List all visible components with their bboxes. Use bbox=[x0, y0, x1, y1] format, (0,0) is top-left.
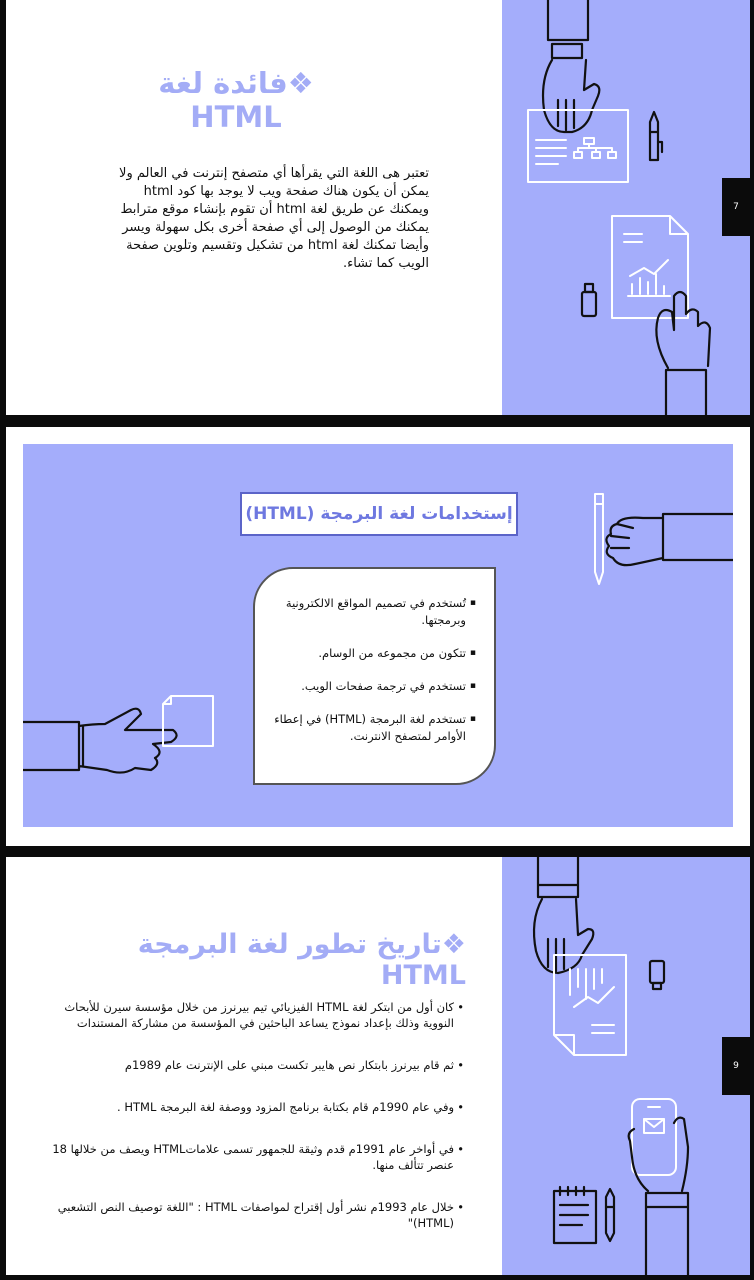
illustration-panel bbox=[502, 857, 750, 1275]
hands-phone-illustration bbox=[502, 857, 750, 1275]
list-item: ▪ تُستخدم في تصميم المواقع الالكترونية وبرمجتها. bbox=[269, 595, 476, 629]
list-item: ▪ تستخدم في ترجمة صفحات الويب. bbox=[269, 678, 476, 695]
slide-title: ❖تاريخ تطور لغة البرمجة HTML bbox=[137, 929, 466, 991]
list-item: • وفي عام 1990م قام بكتابة برنامج المزود ووصفة لغة البرمجة HTML . bbox=[44, 1099, 464, 1115]
history-list bbox=[44, 999, 464, 1257]
page-number: 7 bbox=[722, 178, 750, 236]
page-number: 9 bbox=[722, 1037, 750, 1095]
list-item: ▪ تستخدم لغة البرمجة (HTML) في إعطاء الأوامر لمتصفح الانترنت. bbox=[269, 711, 476, 745]
slide-7[interactable] bbox=[6, 0, 750, 415]
list-item: • كان أول من ابتكر لغة HTML الفيزيائي تيم بيرنرز من خلال مؤسسة سيرن للأبحاث النووية وذلك بإعداد نموذج يساعد الباحثين في المؤسسة من مشاركة المستندات bbox=[44, 999, 464, 1031]
list-item: ▪ تتكون من مجموعه من الوسام. bbox=[269, 645, 476, 662]
illustration-panel bbox=[502, 0, 750, 415]
slide-9[interactable] bbox=[6, 857, 750, 1275]
slide-8[interactable] bbox=[6, 427, 750, 846]
list-item: • ثم قام بيرنرز بابتكار نص هايبر تكست مبني على الإنترنت عام 1989م bbox=[44, 1057, 464, 1073]
slide-background bbox=[23, 444, 733, 827]
slide-title-box: إستخدامات لغة البرمجة (HTML) bbox=[240, 492, 518, 536]
list-item: • خلال عام 1993م نشر أول إقتراح لمواصفات HTML : "اللغة توصيف النص التشعبي (HTML)" bbox=[44, 1199, 464, 1231]
slide-title: ❖فائدة لغة HTML bbox=[158, 66, 314, 134]
slide-body-text: تعتبر هى اللغة التي يقرأها أي متصفح إنترنت في العالم ولا يمكن أن يكون هناك صفحة ويب لا يوجد بها كود html ويمكنك عن طريق لغة html أن تقوم بإنشاء موقع مترابط يمكنك من الوصول إلى أي صفحة أخرى بكل سهولة ويسر وأيضا تمكنك لغة html من تشكيل وتقسيم وتلوين صفحة الويب كما تشاء. bbox=[119, 166, 429, 271]
hand-document-illustration bbox=[502, 0, 750, 415]
uses-card bbox=[253, 567, 496, 785]
list-item: • في أواخر عام 1991م قدم وثيقة للجمهور تسمى علاماتHTML ويصف من خلالها 18 عنصر تتألف منها. bbox=[44, 1141, 464, 1173]
